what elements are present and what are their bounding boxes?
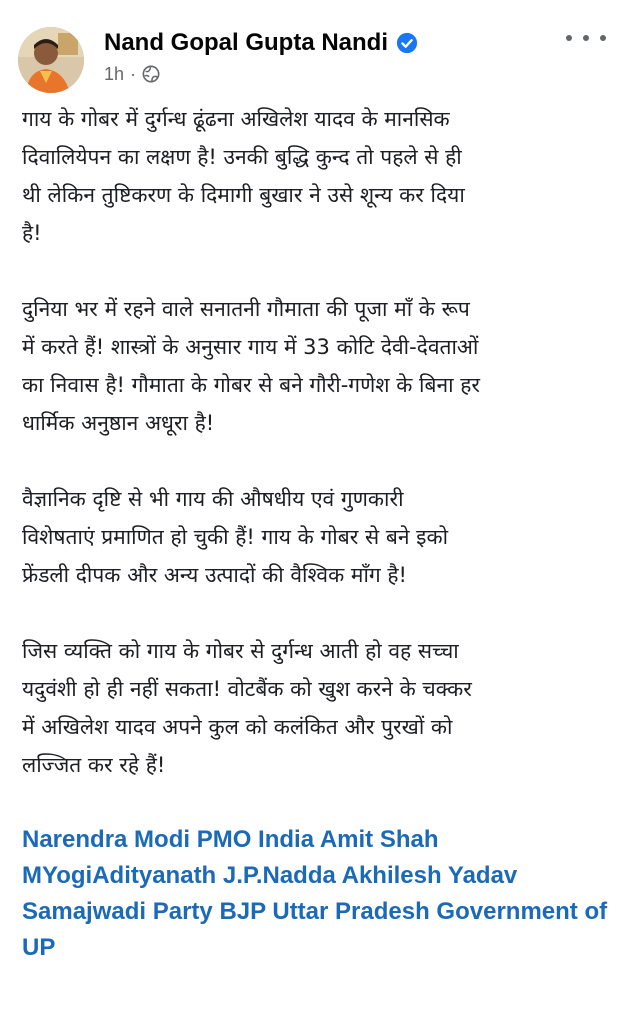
verified-badge-icon bbox=[396, 32, 418, 54]
post-paragraph-2: दुनिया भर में रहने वाले सनातनी गौमाता की पूजा माँ के रूप में करते हैं! शास्त्रों के अनुसार गाय में 33 कोटि देवी-देवताओं का निवास है! गौमाता के गोबर से बने गौरी-गणेश के बिना हर धार्मिक अनुष्ठान अधूरा है! bbox=[22, 297, 480, 435]
more-dot bbox=[600, 35, 606, 41]
more-dot bbox=[566, 35, 572, 41]
author-name[interactable]: Nand Gopal Gupta Nandi bbox=[104, 29, 389, 56]
post-header bbox=[0, 0, 619, 100]
tag-pmo-india[interactable]: PMO India bbox=[196, 826, 315, 853]
tag-bjp-uttar-pradesh[interactable]: BJP Uttar Pradesh bbox=[219, 898, 430, 925]
post-body bbox=[22, 100, 612, 966]
more-options-icon[interactable] bbox=[566, 30, 606, 46]
post-meta bbox=[104, 63, 160, 85]
post-paragraph-1: गाय के गोबर में दुर्गन्ध ढूंढना अखिलेश यादव के मानसिक दिवालियेपन का लक्षण है! उनकी बुद्धि कुन्द तो पहले से ही थी लेकिन तुष्टिकरण के दिमागी बुखार ने उसे शून्य कर दिया है! bbox=[22, 107, 465, 245]
globe-icon[interactable] bbox=[142, 65, 160, 83]
tag-samajwadi-party[interactable]: Samajwadi Party bbox=[22, 898, 213, 925]
mention-tags bbox=[22, 822, 612, 966]
tag-narendra-modi[interactable]: Narendra Modi bbox=[22, 826, 191, 853]
tag-akhilesh-yadav[interactable]: Akhilesh Yadav bbox=[341, 862, 518, 889]
tag-government-of-up[interactable]: Government of UP bbox=[22, 898, 608, 961]
author-row bbox=[104, 28, 418, 58]
timestamp[interactable]: 1h bbox=[104, 63, 125, 84]
tag-jp-nadda[interactable]: J.P.Nadda bbox=[222, 862, 336, 889]
tag-amit-shah[interactable]: Amit Shah bbox=[319, 826, 439, 853]
meta-separator: · bbox=[130, 63, 137, 84]
more-dot bbox=[583, 35, 589, 41]
tag-myogiadityanath[interactable]: MYogiAdityanath bbox=[22, 862, 217, 889]
post-paragraph-3: वैज्ञानिक दृष्टि से भी गाय की औषधीय एवं गुणकारी विशेषताएं प्रमाणित हो चुकी हैं! गाय के गोबर से बने इको फ्रेंडली दीपक और अन्य उत्पादों की वैश्विक माँग है! bbox=[22, 487, 449, 587]
avatar[interactable] bbox=[18, 27, 84, 93]
post-paragraph-4: जिस व्यक्ति को गाय के गोबर से दुर्गन्ध आती हो वह सच्चा यदुवंशी हो ही नहीं सकता! वोटबैंक को खुश करने के चक्कर में अखिलेश यादव अपने कुल को कलंकित और पुरखों को लज्जित कर रहे हैं! bbox=[22, 639, 472, 777]
